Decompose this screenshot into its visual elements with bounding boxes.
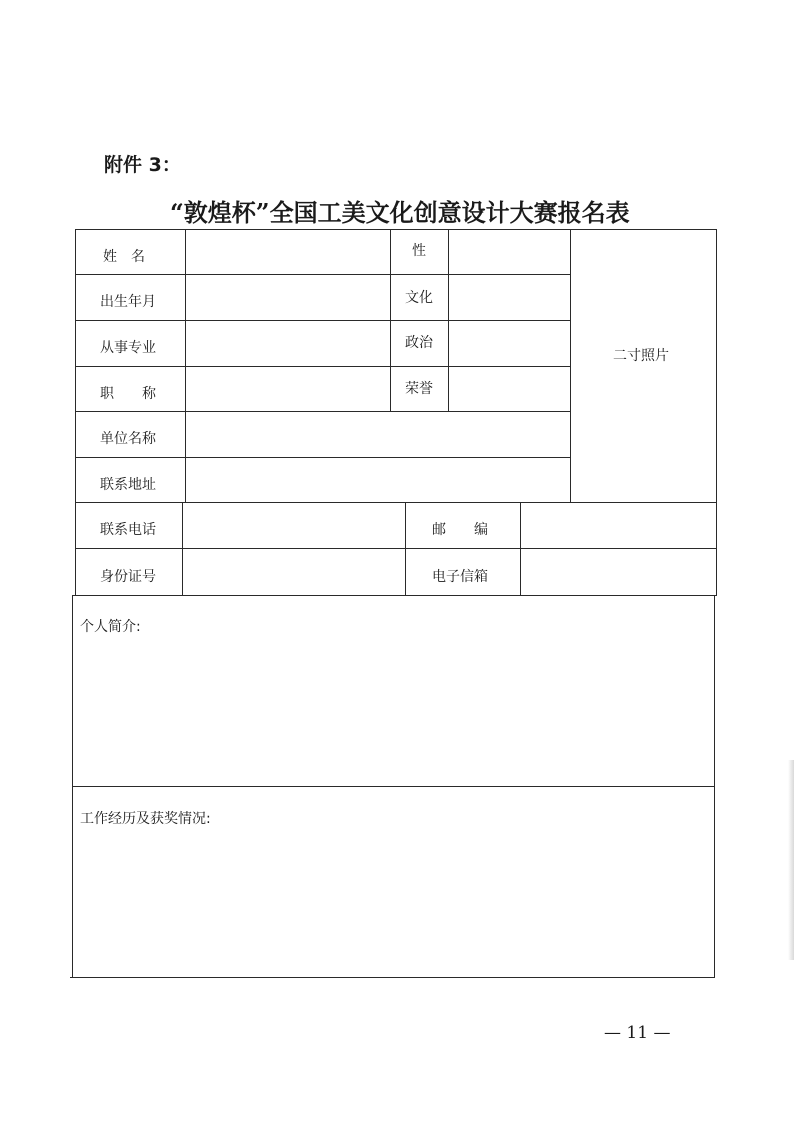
email-field[interactable] — [521, 549, 715, 595]
table-border-right-upper — [716, 229, 717, 595]
experience-field[interactable] — [73, 832, 713, 976]
occupation-label: 从事专业 — [100, 340, 156, 356]
phone-field[interactable] — [183, 503, 404, 548]
table-border-left-upper — [75, 229, 76, 595]
id-field[interactable] — [183, 549, 404, 595]
occupation-field[interactable] — [186, 321, 389, 366]
page-number: — 11 — — [604, 1023, 671, 1043]
table-border-bottom — [70, 977, 715, 978]
name-label: 姓 名 — [103, 249, 145, 265]
title-label: 职 称 — [100, 386, 156, 402]
education-label: 文化 — [405, 290, 433, 306]
row-line — [72, 786, 715, 787]
phone-label: 联系电话 — [100, 522, 156, 538]
photo-label: 二寸照片 — [613, 348, 669, 364]
gender-field[interactable] — [449, 230, 569, 274]
postcode-label: 邮 编 — [432, 522, 488, 538]
honor-field[interactable] — [449, 367, 569, 411]
col-line — [405, 502, 406, 595]
political-label: 政治 — [405, 335, 433, 351]
address-label: 联系地址 — [100, 477, 156, 493]
address-field[interactable] — [186, 458, 569, 502]
education-field[interactable] — [449, 275, 569, 320]
row-line — [72, 595, 717, 596]
profile-field[interactable] — [73, 640, 713, 785]
profile-label: 个人简介: — [80, 619, 141, 635]
political-field[interactable] — [449, 321, 569, 366]
experience-label: 工作经历及获奖情况: — [80, 811, 211, 827]
attachment-label: 附件 3： — [104, 154, 181, 176]
birth-field[interactable] — [186, 275, 389, 320]
scan-edge-shadow — [788, 760, 794, 960]
postcode-field[interactable] — [521, 503, 715, 548]
gender-label: 性 — [412, 243, 426, 259]
form-title: “敦煌杯”全国工美文化创意设计大赛报名表 — [170, 198, 630, 227]
honor-label: 荣誉 — [405, 381, 433, 397]
title-field[interactable] — [186, 367, 389, 411]
id-label: 身份证号 — [100, 569, 156, 585]
col-line — [390, 229, 391, 411]
name-field[interactable] — [186, 230, 389, 274]
organization-field[interactable] — [186, 412, 569, 457]
birth-label: 出生年月 — [100, 294, 156, 310]
organization-label: 单位名称 — [100, 431, 156, 447]
photo-box[interactable] — [571, 230, 715, 502]
email-label: 电子信箱 — [432, 569, 488, 585]
